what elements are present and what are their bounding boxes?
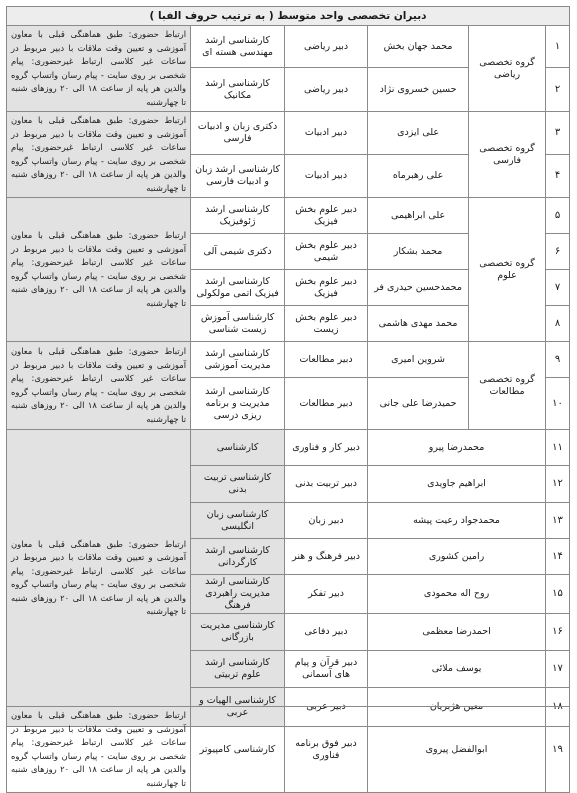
row-number: ۷ bbox=[546, 270, 570, 306]
teacher-degree: کارشناسی ارشد فیزیک اتمی مولکولی bbox=[191, 270, 285, 306]
contact-info: ارتباط حضوری: طبق هماهنگی قبلی با معاون آموزشی و تعیین وقت ملاقات با دبیر مربوط در ساعات غیر کلاسی ارتباط غیرحضوری: پیام شخصی بر روی سایت - پیام رسان واتساپ گروه والدین هر پایه از ساعت ۱۸ الی ۲۰ روزهای شنبه تا چهارشنبه bbox=[7, 112, 191, 198]
teacher-role: دبیر قرآن و پیام های آسمانی bbox=[285, 651, 368, 688]
teacher-name: معین هژبریان bbox=[368, 688, 546, 727]
staff-table-extra bbox=[6, 706, 570, 793]
teacher-name: رامین کشوری bbox=[368, 539, 546, 575]
contact-info: ارتباط حضوری: طبق هماهنگی قبلی با معاون آموزشی و تعیین وقت ملاقات با دبیر مربوط در ساعات غیر کلاسی ارتباط غیرحضوری: پیام شخصی بر روی سایت - پیام رسان واتساپ گروه والدین هر پایه از ساعت ۱۸ الی ۲۰ روزهای شنبه تا چهارشنبه bbox=[7, 198, 191, 342]
teacher-degree: کارشناسی الهیات و عربی bbox=[191, 688, 285, 727]
teacher-role: دبیر ادبیات bbox=[285, 155, 368, 198]
teacher-name: علی رهبرماه bbox=[368, 155, 469, 198]
teacher-role: دبیر زبان bbox=[285, 503, 368, 539]
teacher-degree: کارشناسی آموزش زیست شناسی bbox=[191, 306, 285, 342]
teacher-degree: دکتری شیمی آلی bbox=[191, 234, 285, 270]
row-number: ۵ bbox=[546, 198, 570, 234]
teacher-name: ابوالفضل پیروی bbox=[368, 707, 546, 793]
teacher-role: دبیر فوق برنامه فناوری bbox=[285, 707, 368, 793]
teacher-name: ابراهیم جاویدی bbox=[368, 466, 546, 503]
teacher-name: حمیدرضا علی جانی bbox=[368, 378, 469, 430]
teacher-degree: دکتری زبان و ادبیات فارسی bbox=[191, 112, 285, 155]
teacher-name: شروین امیری bbox=[368, 342, 469, 378]
teacher-degree: کارشناسی ارشد مدیریت راهبردی فرهنگ bbox=[191, 575, 285, 614]
teacher-role: دبیر کار و فناوری bbox=[285, 430, 368, 466]
teacher-name: علی ایزدی bbox=[368, 112, 469, 155]
teacher-degree: کارشناسی ارشد ژئوفیزیک bbox=[191, 198, 285, 234]
teacher-name: حسین خسروی نژاد bbox=[368, 68, 469, 112]
row-number: ۱۲ bbox=[546, 466, 570, 503]
teacher-role: دبیر تفکر bbox=[285, 575, 368, 614]
contact-info: ارتباط حضوری: طبق هماهنگی قبلی با معاون آموزشی و تعیین وقت ملاقات با دبیر مربوط در ساعات غیر کلاسی ارتباط غیرحضوری: پیام شخصی بر روی سایت - پیام رسان واتساپ گروه والدین هر پایه از ساعت ۱۸ الی ۲۰ روزهای شنبه تا چهارشنبه bbox=[7, 707, 191, 793]
teacher-role: دبیر مطالعات bbox=[285, 378, 368, 430]
teacher-degree: کارشناسی ارشد کارگردانی bbox=[191, 539, 285, 575]
teacher-name: علی ابراهیمی bbox=[368, 198, 469, 234]
teacher-name: محمد بشکار bbox=[368, 234, 469, 270]
row-number: ۱۹ bbox=[546, 707, 570, 793]
teacher-degree: کارشناسی ارشد مدیریت و برنامه ریزی درسی bbox=[191, 378, 285, 430]
teacher-name: محمدحسین حیدری فر bbox=[368, 270, 469, 306]
contact-info: ارتباط حضوری: طبق هماهنگی قبلی با معاون آموزشی و تعیین وقت ملاقات با دبیر مربوط در ساعات غیر کلاسی ارتباط غیرحضوری: پیام شخصی بر روی سایت - پیام رسان واتساپ گروه والدین هر پایه از ساعت ۱۸ الی ۲۰ روزهای شنبه تا چهارشنبه bbox=[7, 430, 191, 727]
table-title: دبیران تخصصی واحد متوسط ( به ترتیب حروف الفبا ) bbox=[7, 7, 570, 26]
row-number: ۱۴ bbox=[546, 539, 570, 575]
group-name: گروه تخصصی علوم bbox=[469, 198, 546, 342]
teacher-name: یوسف ملائی bbox=[368, 651, 546, 688]
contact-info: ارتباط حضوری: طبق هماهنگی قبلی با معاون آموزشی و تعیین وقت ملاقات با دبیر مربوط در ساعات غیر کلاسی ارتباط غیرحضوری: پیام شخصی بر روی سایت - پیام رسان واتساپ گروه والدین هر پایه از ساعت ۱۸ الی ۲۰ روزهای شنبه تا چهارشنبه bbox=[7, 26, 191, 112]
staff-table bbox=[6, 6, 570, 727]
row-number: ۶ bbox=[546, 234, 570, 270]
row-number: ۸ bbox=[546, 306, 570, 342]
row-number: ۳ bbox=[546, 112, 570, 155]
teacher-name: محمد مهدی هاشمی bbox=[368, 306, 469, 342]
teacher-degree: کارشناسی ارشد زبان و ادبیات فارسی bbox=[191, 155, 285, 198]
teacher-degree: کارشناسی زبان انگلیسی bbox=[191, 503, 285, 539]
row-number: ۱ bbox=[546, 26, 570, 68]
teacher-name: محمدرضا پیرو bbox=[368, 430, 546, 466]
teacher-degree: کارشناسی bbox=[191, 430, 285, 466]
row-number: ۹ bbox=[546, 342, 570, 378]
row-number: ۱۷ bbox=[546, 651, 570, 688]
row-number: ۱۱ bbox=[546, 430, 570, 466]
teacher-degree: کارشناسی تربیت بدنی bbox=[191, 466, 285, 503]
teacher-degree: کارشناسی کامپیوتر bbox=[191, 707, 285, 793]
teacher-role: دبیر ریاضی bbox=[285, 26, 368, 68]
teacher-role: دبیر علوم بخش شیمی bbox=[285, 234, 368, 270]
teacher-role: دبیر دفاعی bbox=[285, 614, 368, 651]
teacher-name: محمدجواد رعیت پیشه bbox=[368, 503, 546, 539]
teacher-role: دبیر ریاضی bbox=[285, 68, 368, 112]
row-number: ۱۶ bbox=[546, 614, 570, 651]
teacher-degree: کارشناسی ارشد مکانیک bbox=[191, 68, 285, 112]
teacher-name: روح اله محمودی bbox=[368, 575, 546, 614]
contact-info: ارتباط حضوری: طبق هماهنگی قبلی با معاون آموزشی و تعیین وقت ملاقات با دبیر مربوط در ساعات غیر کلاسی ارتباط غیرحضوری: پیام شخصی بر روی سایت - پیام رسان واتساپ گروه والدین هر پایه از ساعت ۱۸ الی ۲۰ روزهای شنبه تا چهارشنبه bbox=[7, 342, 191, 430]
teacher-name: محمد جهان بخش bbox=[368, 26, 469, 68]
teacher-degree: کارشناسی ارشد مهندسی هسته ای bbox=[191, 26, 285, 68]
teacher-degree: کارشناسی مدیریت بازرگانی bbox=[191, 614, 285, 651]
teacher-role: دبیر مطالعات bbox=[285, 342, 368, 378]
group-name: گروه تخصصی فارسی bbox=[469, 112, 546, 198]
teacher-role: دبیر تربیت بدنی bbox=[285, 466, 368, 503]
teacher-role: دبیر علوم بخش زیست bbox=[285, 306, 368, 342]
group-name: گروه تخصصی مطالعات bbox=[469, 342, 546, 430]
teacher-role: دبیر فرهنگ و هنر bbox=[285, 539, 368, 575]
teacher-degree: کارشناسی ارشد علوم تربیتی bbox=[191, 651, 285, 688]
row-number: ۴ bbox=[546, 155, 570, 198]
teacher-role: دبیر علوم بخش فیزیک bbox=[285, 270, 368, 306]
row-number: ۱۰ bbox=[546, 378, 570, 430]
row-number: ۱۳ bbox=[546, 503, 570, 539]
teacher-role: دبیر عربی bbox=[285, 688, 368, 727]
row-number: ۱۸ bbox=[546, 688, 570, 727]
row-number: ۲ bbox=[546, 68, 570, 112]
teacher-role: دبیر علوم بخش فیزیک bbox=[285, 198, 368, 234]
teacher-name: احمدرضا معظمی bbox=[368, 614, 546, 651]
row-number: ۱۵ bbox=[546, 575, 570, 614]
teacher-role: دبیر ادبیات bbox=[285, 112, 368, 155]
group-name: گروه تخصصی ریاضی bbox=[469, 26, 546, 112]
teacher-degree: کارشناسی ارشد مدیریت آموزشی bbox=[191, 342, 285, 378]
